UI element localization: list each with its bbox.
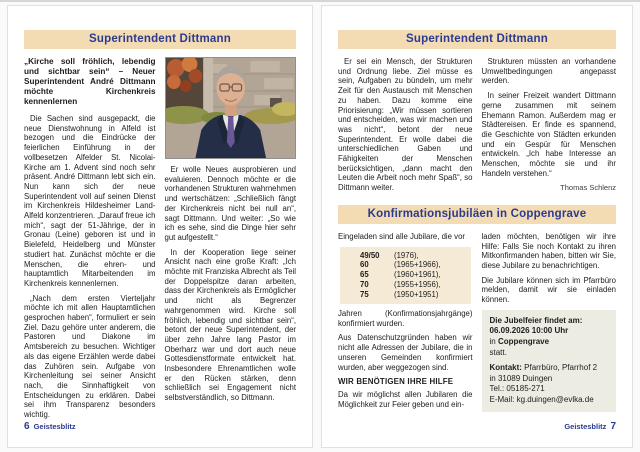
author-attribution: Thomas Schlenz <box>560 183 616 193</box>
magazine-title: Geistesblitz <box>33 422 76 431</box>
jubilee-header-text: Konfirmationsjubiläen in Coppengrave <box>367 207 587 220</box>
article-paragraph: Strukturen müssten an vorhandene Umweltbedingungen angepasst werden. <box>481 57 616 86</box>
page-number: 6 <box>24 421 30 432</box>
article-paragraph: „Nach dem ersten Vierteljahr möchte ich mit allen Hauptamtlichen gesprochen haben“, formuliert er sein Ziel. Dazu gehöre unter anderem, die Pastoren und Diakone im Amtsbereich zu besuchen. Wichtiger als das eigene Erzählen werde dabei das Zuhören sein. Aufgabe von Kirchenleitung sei seiner Ansicht nach, die Sinnhaftigkeit von Entscheidungen zu erklären. Dabei sei ihm Transparenz besonders wichtig. <box>24 293 156 420</box>
dittmann-photo <box>165 57 297 159</box>
jubilee-years: 70 <box>360 280 369 290</box>
magazine-title: Geistesblitz <box>564 422 607 431</box>
jubilee-cohort: (1955+1956), <box>394 280 441 290</box>
right-page-top-columns <box>338 57 616 198</box>
privacy-note: Aus Datenschutzgründen haben wir nicht alle Adressen der Jubilare, die in unseren Gemeinden konfirmiert wurden, aber weggezogen sind. <box>338 333 473 372</box>
article-header-right <box>338 30 616 49</box>
jubilee-row <box>360 251 465 261</box>
info-box-datetime: 06.09.2026 10:00 Uhr <box>489 326 569 336</box>
jubilee-cohort: (1965+1966), <box>394 260 441 270</box>
left-page-columns <box>24 57 296 425</box>
right-page-top-column-2 <box>482 57 617 198</box>
jubilee-years-table <box>340 247 471 305</box>
jubilee-years: 65 <box>360 270 369 280</box>
article-paragraph: In der Kooperation liege seiner Ansicht nach eine große Kraft: „Ich möchte mit Franziska Albrecht als Teil der Doppelspitze daran arbeiten, dass der Kirchenkreis als Ermöglicher und nicht als Begrenzer wahrgenommen wird. Kirche soll fröhlich, lebendig und sichtbar sein“, betont der neue Superintendent, der über zehn Jahre lang Pastor im Oberharz war und dort auch neue Gottesdienstformate entwickelt hat. Insbesondere Ehrenamtlichen wolle er den Rücken stärken, denn schließlich sei Engagement nicht selbstverständlich, so Dittmann. <box>164 247 296 403</box>
right-page-bottom-column-1 <box>338 232 473 415</box>
jubilee-intro: Eingeladen sind alle Jubilare, die vor <box>338 231 465 241</box>
page-7 <box>321 5 633 448</box>
contact-value: Pfarrbüro, Pfarrhof 2 <box>521 363 598 373</box>
contact-label: Kontakt: <box>489 363 522 373</box>
contact-phone: Tel.: 05185-271 <box>489 384 545 394</box>
jubilee-row <box>360 260 465 270</box>
left-page-column-2 <box>165 57 297 425</box>
info-box-contact-line <box>490 363 609 374</box>
left-page-column-1 <box>24 57 156 425</box>
page-footer-left <box>24 416 76 434</box>
page-6 <box>7 5 313 448</box>
jubilee-row <box>360 270 465 280</box>
info-box-place-prefix: in <box>489 336 498 346</box>
article-header-left <box>24 30 296 49</box>
help-heading: WIR BENÖTIGEN IHRE HILFE <box>338 377 454 387</box>
page-number: 7 <box>610 421 616 432</box>
jubilee-years: 60 <box>360 260 369 270</box>
article-header-right-text: Superintendent Dittmann <box>406 33 548 45</box>
info-box-place-line <box>490 337 609 348</box>
right-page-bottom-column-2 <box>482 232 617 415</box>
jubilee-info-box <box>482 310 617 412</box>
jubilee-cohort: (1960+1961), <box>394 270 441 280</box>
right-page-top-column-1 <box>338 57 473 198</box>
article-paragraph: Er wolle Neues ausprobieren und evaluieren. Dennoch möchte er die vorhandenen Strukturen wahrnehmen und wertschätzen: „Schließlich fängt der Kirchenkreis nicht bei null an“, sagt Dittmann. Und weiter: „So wie ich es sehe, sind die Dinge hier sehr gut aufgestellt.“ <box>164 165 296 242</box>
jubilee-row <box>360 280 465 290</box>
right-page-bottom-columns <box>338 232 616 415</box>
article-paragraph: In seiner Freizeit wandert Dittmann gerne zusammen mit seinem Ehemann Ramon. Außerdem mag er Städtereisen. Er finde es spannend, die Geschichte von Städten erkunden und ein Gespür für Menschen entwickeln. „Ich habe Interesse an Menschen, möchte sie und ihr Handeln verstehen.“ <box>481 91 616 178</box>
jubilee-row <box>360 290 465 300</box>
article-header-left-text: Superintendent Dittmann <box>89 33 231 45</box>
jubilee-cohort: (1976), <box>394 250 419 260</box>
article-paragraph: Er sei ein Mensch, der Strukturen und Ordnung liebe. Ziel müsse es sein, Aufgaben zu bündeln, um mehr Zeit für den Austausch mit Menschen zu haben. Dazu komme eine Priorisierung: „Wir müssen sortieren und entscheiden, was wir machen und was nicht“, betont der neue Superintendent. Er wolle dabei die unterschiedlichen Gaben und Fähigkeiten der Menschen berücksichtigen, „dann macht den Leuten die Arbeit noch mehr Spaß“, so Dittmann weiter. <box>338 57 473 193</box>
jubilee-header <box>338 205 616 224</box>
jubilee-cohort: (1950+1951) <box>394 290 439 300</box>
jubilee-years: 75 <box>360 290 369 300</box>
contact-address: in 31089 Duingen <box>489 373 553 383</box>
article-paragraph: Die Sachen sind ausgepackt, die neue Dienstwohnung in Alfeld ist bezogen und die Eindrücke der feierlichen Einführung in der vollbesetzen Alfelder St. Nicolai-Kirche am 1. Advent sind noch sehr präsent. André Dittmann lebt sich ein. Nun kann sich der neue Superintendent voll auf seinen Dienst im Kirchenkreis Hildesheimer Land-Alfeld konzentrieren. „Darauf freue ich mich“, sagt der 51-Jährige, der in Gronau (Leine) geboren ist und in Bielefeld, Heidelberg und Münster studiert hat. Zunächst möchte er die Menschen, die ehren- und hauptamtlich Mitarbeitenden im Kirchenkreis kennenlernen. <box>24 114 156 288</box>
contact-email: E-Mail: kg.duingen@evlka.de <box>489 394 594 404</box>
article-headline: „Kirche soll fröhlich, lebendig und sichtbar sein“ – Neuer Superintendent André Dittmann möchte Kirchenkreis kennenlernen <box>24 57 156 106</box>
register-paragraph: Die Jubilare können sich im Pfarrbüro melden, damit wir sie einladen können. <box>481 275 616 305</box>
info-box-place: Coppengrave <box>497 336 550 346</box>
page-footer-right <box>564 416 616 434</box>
dittmann-photo-illustration <box>166 58 296 158</box>
info-box-statt: statt. <box>489 347 507 357</box>
jubilee-outro: Jahren (Konfirmationsjahrgänge) konfirmiert wurden. <box>338 309 473 328</box>
info-box-date-label: Die Jubelfeier findet am: <box>489 315 583 325</box>
help-paragraph-continued: laden möchten, benötigen wir ihre Hilfe: Falls Sie noch Kontakt zu ihren Mitkonfirmanden haben, bitten wir Sie, diese Jubilare zu benachrichtigen. <box>481 231 616 270</box>
help-paragraph: Da wir möglichst allen Jubilaren die Möglichkeit zur Feier geben und ein- <box>338 390 473 409</box>
jubilee-years: 49/50 <box>360 250 380 260</box>
